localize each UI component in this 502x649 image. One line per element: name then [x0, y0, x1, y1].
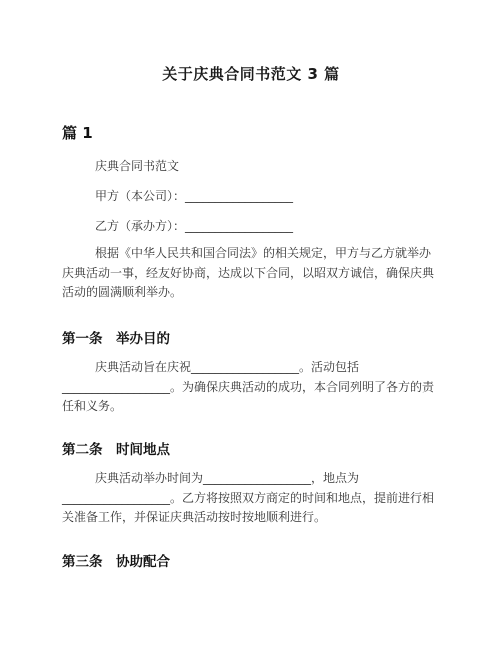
contract-name: 庆典合同书范文 — [95, 159, 180, 173]
party-a-line: 甲方（本公司）：__________________ — [95, 189, 294, 203]
article-1-heading: 第一条 举办目的 — [62, 331, 170, 347]
article-2-body: 庆典活动举办时间为__________________，地点为__________________。乙方将按照双方商定的时间和地点，提前进行相关准备工作，并保证庆典活动按时按地顺利进行。 — [62, 471, 435, 524]
section-heading: 篇 1 — [62, 124, 93, 142]
document-title: 关于庆典合同书范文 3 篇 — [162, 65, 340, 83]
party-b-line: 乙方（承办方）：__________________ — [95, 219, 294, 233]
intro-paragraph: 根据《中华人民共和国合同法》的相关规定，甲方与乙方就举办庆典活动一事，经友好协商，达成以下合同，以昭双方诚信，确保庆典活动的圆满顺利举办。 — [62, 246, 435, 299]
article-3-heading: 第三条 协助配合 — [62, 554, 170, 570]
article-1-body: 庆典活动旨在庆祝__________________。活动包括__________________。为确保庆典活动的成功，本合同列明了各方的责任和义务。 — [62, 360, 435, 413]
article-2-heading: 第二条 时间地点 — [62, 442, 170, 458]
